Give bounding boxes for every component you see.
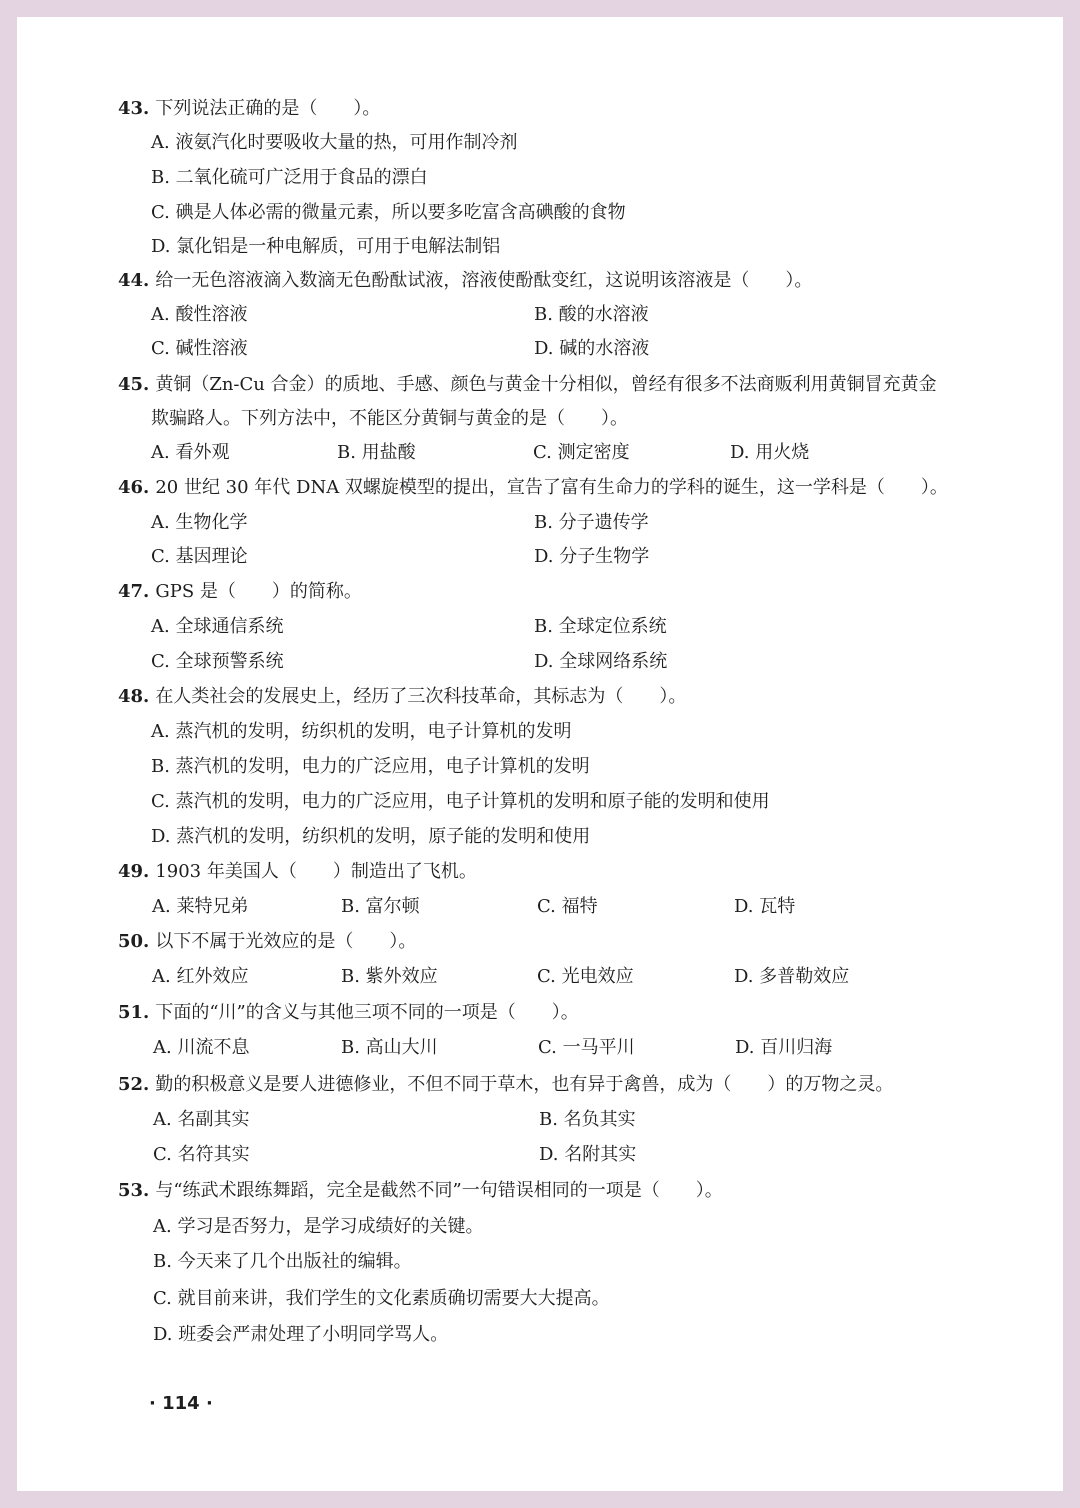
question-52 <box>118 1073 893 1097</box>
question-number: 48. <box>118 686 150 707</box>
option-53-b: B. 今天来了几个出版社的编辑。 <box>153 1251 412 1272</box>
question-45 <box>118 373 937 397</box>
option-45-a: A. 看外观 <box>151 442 230 463</box>
option-43-d: D. 氯化铝是一种电解质，可用于电解法制铝 <box>151 236 501 257</box>
option-52-d: D. 名附其实 <box>539 1144 637 1165</box>
option-52-b: B. 名负其实 <box>539 1109 636 1130</box>
option-47-c: C. 全球预警系统 <box>151 651 284 672</box>
option-53-d: D. 班委会严肃处理了小明同学骂人。 <box>153 1324 449 1345</box>
option-50-d: D. 多普勒效应 <box>734 966 850 987</box>
question-number: 45. <box>118 374 150 395</box>
option-52-a: A. 名副其实 <box>153 1109 250 1130</box>
option-51-c: C. 一马平川 <box>538 1037 635 1058</box>
question-stem: 在人类社会的发展史上，经历了三次科技革命，其标志为（ ）。 <box>155 686 687 707</box>
question-stem: 与“练武术跟练舞蹈，完全是截然不同”一句错误相同的一项是（ ）。 <box>155 1180 723 1201</box>
option-51-b: B. 高山大川 <box>341 1037 438 1058</box>
question-46 <box>118 476 948 500</box>
option-46-a: A. 生物化学 <box>151 512 248 533</box>
question-stem: 勤的积极意义是要人进德修业，不但不同于草木，也有异于禽兽，成为（ ）的万物之灵。 <box>155 1074 894 1095</box>
question-48 <box>118 685 686 709</box>
option-45-d: D. 用火烧 <box>730 442 810 463</box>
question-43 <box>118 97 380 121</box>
option-46-d: D. 分子生物学 <box>534 546 650 567</box>
option-53-c: C. 就目前来讲，我们学生的文化素质确切需要大大提高。 <box>153 1288 610 1309</box>
option-44-b: B. 酸的水溶液 <box>534 304 649 325</box>
question-stem: GPS 是（ ）的简称。 <box>155 581 362 602</box>
option-49-d: D. 瓦特 <box>734 896 796 917</box>
option-47-d: D. 全球网络系统 <box>534 651 668 672</box>
option-48-a: A. 蒸汽机的发明，纺织机的发明，电子计算机的发明 <box>151 721 572 742</box>
option-44-a: A. 酸性溶液 <box>151 304 248 325</box>
question-47 <box>118 580 362 604</box>
question-number: 53. <box>118 1180 150 1201</box>
question-53 <box>118 1179 723 1203</box>
question-stem: 下列说法正确的是（ ）。 <box>155 98 381 119</box>
option-45-b: B. 用盐酸 <box>337 442 416 463</box>
question-number: 43. <box>118 98 150 119</box>
question-number: 47. <box>118 581 150 602</box>
option-47-b: B. 全球定位系统 <box>534 616 667 637</box>
question-number: 52. <box>118 1074 150 1095</box>
question-stem: 20 世纪 30 年代 DNA 双螺旋模型的提出，宣告了富有生命力的学科的诞生，这一学科是（ ）。 <box>155 477 948 498</box>
option-44-d: D. 碱的水溶液 <box>534 338 650 359</box>
option-46-b: B. 分子遗传学 <box>534 512 649 533</box>
option-46-c: C. 基因理论 <box>151 546 248 567</box>
page-number: · 114 · <box>149 1393 213 1414</box>
question-stem: 1903 年美国人（ ）制造出了飞机。 <box>155 861 477 882</box>
exam-page <box>17 17 1063 1491</box>
option-45-c: C. 测定密度 <box>533 442 630 463</box>
option-47-a: A. 全球通信系统 <box>151 616 284 637</box>
question-number: 51. <box>118 1002 150 1023</box>
option-48-d: D. 蒸汽机的发明，纺织机的发明，原子能的发明和使用 <box>151 826 591 847</box>
option-43-c: C. 碘是人体必需的微量元素，所以要多吃富含高碘酸的食物 <box>151 202 626 223</box>
option-51-d: D. 百川归海 <box>735 1037 833 1058</box>
question-stem: 黄铜（Zn-Cu 合金）的质地、手感、颜色与黄金十分相似，曾经有很多不法商贩利用黄铜冒充黄金 <box>155 374 937 395</box>
question-44 <box>118 269 812 293</box>
option-43-b: B. 二氧化硫可广泛用于食品的漂白 <box>151 167 428 188</box>
option-49-b: B. 富尔顿 <box>341 896 420 917</box>
option-50-b: B. 紫外效应 <box>341 966 438 987</box>
question-stem: 下面的“川”的含义与其他三项不同的一项是（ ）。 <box>155 1002 579 1023</box>
question-50 <box>118 930 416 954</box>
question-stem: 给一无色溶液滴入数滴无色酚酞试液，溶液使酚酞变红，这说明该溶液是（ ）。 <box>155 270 813 291</box>
question-number: 44. <box>118 270 150 291</box>
option-50-a: A. 红外效应 <box>152 966 249 987</box>
question-45-stem-line2: 欺骗路人。下列方法中，不能区分黄铜与黄金的是（ ）。 <box>151 408 628 429</box>
question-number: 50. <box>118 931 150 952</box>
question-number: 46. <box>118 477 150 498</box>
option-52-c: C. 名符其实 <box>153 1144 250 1165</box>
question-51 <box>118 1001 579 1025</box>
question-49 <box>118 860 477 884</box>
option-50-c: C. 光电效应 <box>537 966 634 987</box>
option-48-c: C. 蒸汽机的发明，电力的广泛应用，电子计算机的发明和原子能的发明和使用 <box>151 791 770 812</box>
question-number: 49. <box>118 861 150 882</box>
option-43-a: A. 液氨汽化时要吸收大量的热，可用作制冷剂 <box>151 132 518 153</box>
option-49-a: A. 莱特兄弟 <box>152 896 249 917</box>
option-49-c: C. 福特 <box>537 896 598 917</box>
question-stem: 以下不属于光效应的是（ ）。 <box>155 931 417 952</box>
option-48-b: B. 蒸汽机的发明，电力的广泛应用，电子计算机的发明 <box>151 756 590 777</box>
option-53-a: A. 学习是否努力，是学习成绩好的关键。 <box>153 1216 484 1237</box>
option-44-c: C. 碱性溶液 <box>151 338 248 359</box>
option-51-a: A. 川流不息 <box>153 1037 250 1058</box>
